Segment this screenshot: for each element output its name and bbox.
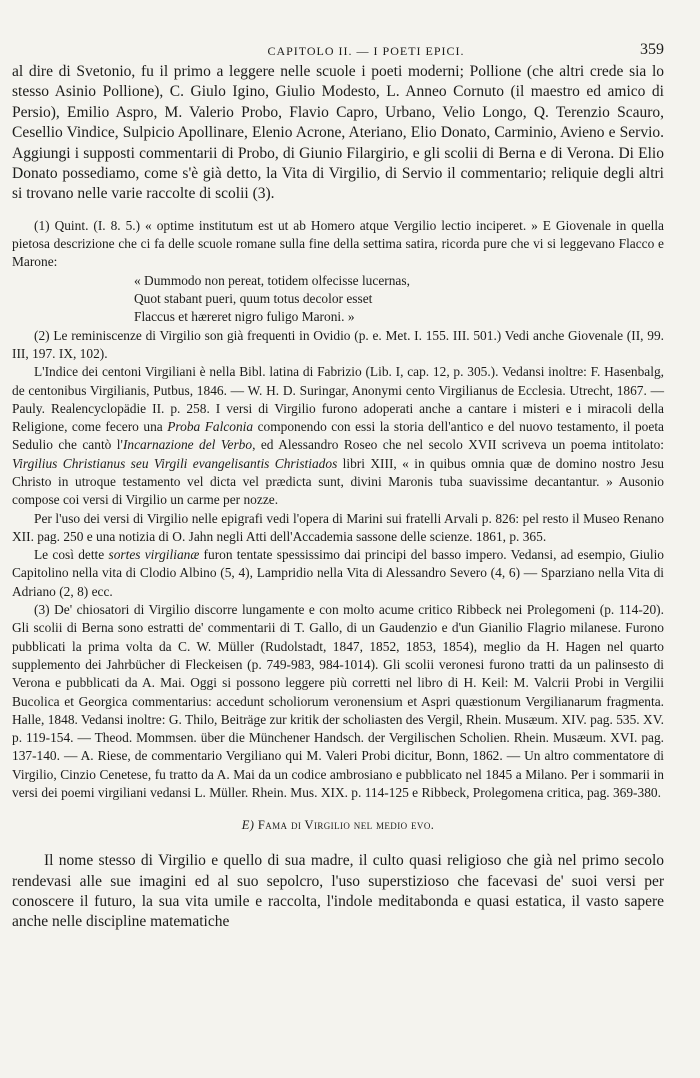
- footnote-3: (3) De' chiosatori di Virgilio discorre lungamente e con molto acume critico Ribbeck nei Prolegomeni (p. 114-20). Gli scolii di Berna sono estratti de' commentarii di T. Gallo, di un Gaudenzio e d'un Gianilio Flagrio milanese. Furono pubblicati la prima volta da C. W. Müller (Rudolstadt, 1847, 1852, 1853, 1854), meglio da H. Hagen nel quarto supplemento dei Jahrbücher di Fleckeisen (p. 749-983, 984-1014). Gli scolii veronesi furono tratti da un palinsesto di Verona e pubblicati da A. Mai. Oggi si possono leggere più corretti nel libro di H. Keil: M. Valcrii Probi in Vergilii Bucolica et Georgica commentarius: accedunt scholiorum veronensium et Aspri quæstionum Vergilianarum fragmenta. Halle, 1848. Vedansi inoltre: G. Thilo, Beiträge zur kritik der scholiasten des Vergil, Rhein. Musæum. XIV. pag. 535. XV. p. 119-154. — Theod. Mommsen. über die Münchener Handsch. der Vergilischen Scholien. Rhein. Musæum. XVI. pag. 137-140. — A. Riese, de commentario Vergiliano qui M. Valeri Probi dicitur, Bonn, 1862. — Un altro commentatore di Virgilio, Cinzio Cenetese, fu tratto da A. Mai da un codice ambrosiano e pubblicato nel 1845 a Milano. Per i sommarii in versi dei poemi virgiliani vedansi L. Müller. Rhein. Mus. XIX. p. 114-125 e Ribbeck, Prolegomena critica, pag. 369-380.: [12, 602, 664, 801]
- page-number: 359: [640, 41, 664, 58]
- note-text: componendo con essi la storia dell'antico e del nuovo testamento, il poeta Sedulio che cantò l': [12, 419, 664, 453]
- section-text: [12, 851, 664, 932]
- verse-line: Flaccus et hæreret nigro fuligo Maroni. »: [134, 309, 355, 325]
- section-paragraph: Il nome stesso di Virgilio e quello di sua madre, il culto quasi religioso che già nel primo secolo rendevasi alle sue imagini ed al suo sepolcro, l'uso superstizioso che facevasi de' suoi versi per conoscere il futuro, la sua vita umile e raccolta, l'indole meditabonda e quasi estatica, il vasto sapere anche nelle discipline matematiche: [12, 852, 664, 930]
- section-letter: E): [241, 818, 255, 833]
- note-text: Le così dette: [34, 547, 109, 563]
- italic-title: Proba Falconia: [167, 419, 254, 435]
- note-text: libri XIII, « in quibus omnia quæ de domino nostro Jesu Christo in utroque testamento vel dicta vel prædicta sunt, divini Maronis tuba suavissime decantantur. » Ausonio compose coi versi di Virgilio un carme per nozze.: [12, 455, 664, 508]
- italic-term: sortes virgilianæ: [108, 547, 200, 563]
- footnote-1: (1) Quint. (I. 8. 5.) « optime institutum est ut ab Homero atque Vergilio lectio inciperet. » E Giovenale in quella pietosa descrizione che ci fa delle scuole romane sulla fine della settima satira, ricorda pure che vi si leggevano Flacco e Marone:: [12, 217, 664, 270]
- footnote-2: (2) Le reminiscenze di Virgilio son già frequenti in Ovidio (p. e. Met. I. 155. III. 501.) Vedi anche Giovenale (II, 99. III, 197. IX, 102).: [12, 327, 664, 361]
- verse-line: « Dummodo non pereat, totidem olfecisse lucernas,: [134, 272, 410, 288]
- note-text: L'Indice dei centoni Virgiliani è nella Bibl. latina di Fabrizio (Lib. I, cap. 12, p. 305.). Vedansi inoltre: F. Hasenbalg, de centonibus Virgilianis, Putbus, 1846. — W. H. D. Suringar, Anonymi cento Virgilianus de Ecclesia. Utrecht, 1867. — Pauly. Realencyclopädie II. p. 258. I versi di Virgilio furono adoperati anche a cantare i misteri e i miracoli della Religione, come fecero una: [12, 364, 664, 435]
- footnote-epigrafi: Per l'uso dei versi di Virgilio nelle epigrafi vedi l'opera di Marini sui fratelli Arvali p. 826: pel resto il Museo Renano XII. pag. 250 e una notizia di O. Jahn negli Atti dell'Accademia sassone delle scienze. 1861, p. 365.: [12, 510, 664, 544]
- italic-title: Virgilius Christianus seu Virgili evangelisantis Christiados: [12, 455, 338, 471]
- main-text: [12, 62, 664, 205]
- footnotes: [12, 217, 664, 803]
- running-title: CAPITOLO II. — I POETI EPICI.: [267, 44, 465, 58]
- italic-title: Incarnazione del Verbo: [122, 437, 253, 453]
- footnote-sortes: [12, 546, 664, 601]
- running-header: [12, 40, 664, 62]
- note-text: , ed Alessandro Roseo che nel secolo XVII scriveva un poema intitolato:: [252, 437, 664, 453]
- body-paragraph: al dire di Svetonio, fu il primo a leggere nelle scuole i poeti moderni; Pollione (che altri crede sia lo stesso Asinio Pollione), C. Giulo Igino, Giulio Modesto, L. Anneo Cornuto (il maestro ed amico di Persio), Emilio Aspro, M. Valerio Probo, Flavio Capro, Urbano, Velio Longo, Q. Terenzio Scauro, Cesellio Vindice, Sulpicio Apollinare, Elenio Acrone, Ateriano, Elio Donato, Carminio, Avieno e Servio. Aggiungi i supposti commentarii di Probo, di Giunio Filargirio, e gli scolii di Berna e di Verona. Di Elio Donato possediamo, come s'è già detto, la Vita di Virgilio, di Servio il commentario; reliquie degli altri si trovano nelle varie raccolte di scolii (3).: [12, 63, 664, 203]
- section-title: Fama di Virgilio nel medio evo.: [257, 818, 435, 833]
- footnote-centoni: [12, 363, 664, 509]
- verse-quotation: [12, 272, 664, 327]
- section-heading: [12, 818, 664, 833]
- note-text: furon tentate spessissimo dai principi del basso impero. Vedansi, ad esempio, Giulio Capitolino nella vita di Clodio Albino (5, 4), Lampridio nella Vita di Alessandro Severo (4, 6) — Sparziano nella Vita di Adriano (2, 8) ecc.: [12, 547, 665, 599]
- verse-line: Quot stabant pueri, quum totus decolor esset: [134, 291, 373, 307]
